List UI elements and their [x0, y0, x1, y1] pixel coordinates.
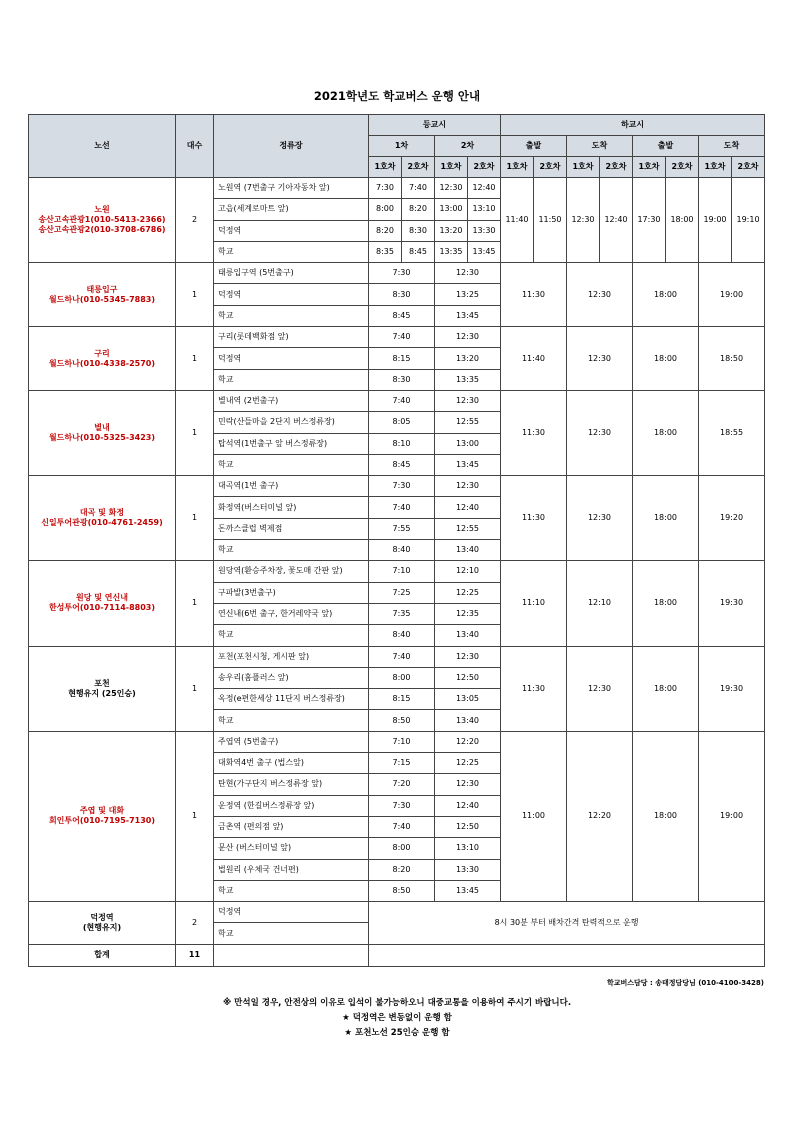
- route-name-line: 태릉입구: [86, 284, 118, 294]
- return-time-cell: 11:30: [501, 390, 567, 475]
- time-cell: 12:30: [435, 327, 501, 348]
- return-time-cell: 19:10: [732, 178, 765, 263]
- stop-name: 학교: [214, 454, 369, 475]
- return-time-cell: 11:30: [501, 646, 567, 731]
- time-cell: 8:20: [369, 859, 435, 880]
- time-cell: 8:45: [369, 305, 435, 326]
- stop-name: 학교: [214, 923, 369, 944]
- time-cell: 12:25: [435, 753, 501, 774]
- route-name-line: 노원: [94, 205, 110, 215]
- route-name-line: 덕정역: [90, 912, 114, 922]
- table-row: [29, 390, 765, 411]
- header-car2: 2호차: [732, 157, 765, 178]
- time-cell: 12:55: [435, 412, 501, 433]
- return-time-cell: 12:30: [567, 476, 633, 561]
- return-time-cell: 11:30: [501, 263, 567, 327]
- return-time-cell: 18:00: [666, 178, 699, 263]
- time-cell: 7:40: [369, 327, 435, 348]
- header-car1: 1호차: [435, 157, 468, 178]
- header-car1: 1호차: [567, 157, 600, 178]
- time-cell: 8:50: [369, 710, 435, 731]
- stop-name: 금촌역 (편의점 앞): [214, 816, 369, 837]
- route-name-line: 구리: [94, 348, 110, 358]
- time-cell: 8:00: [369, 199, 402, 220]
- time-cell: 7:10: [369, 731, 435, 752]
- stop-name: 화정역(버스터미널 앞): [214, 497, 369, 518]
- time-cell: 12:30: [435, 476, 501, 497]
- return-time-cell: 19:30: [699, 561, 765, 646]
- time-cell: 8:30: [402, 220, 435, 241]
- time-cell: 13:45: [435, 880, 501, 901]
- return-time-cell: 12:30: [567, 178, 600, 263]
- stop-name: 학교: [214, 625, 369, 646]
- header-from-school: 하교시: [501, 115, 765, 136]
- stop-name: 덕정역: [214, 220, 369, 241]
- empty-cell: [214, 944, 369, 966]
- return-time-cell: 11:00: [501, 731, 567, 901]
- return-time-cell: 12:40: [600, 178, 633, 263]
- time-cell: 7:30: [369, 263, 435, 284]
- route-name-line: 별내: [94, 423, 110, 433]
- time-cell: 7:15: [369, 753, 435, 774]
- time-cell: 12:35: [435, 603, 501, 624]
- page-title: 2021학년도 학교버스 운행 안내: [313, 89, 481, 103]
- time-cell: 12:20: [435, 731, 501, 752]
- total-count: 11: [176, 944, 214, 966]
- route-name: [29, 390, 176, 475]
- stop-name: 고읍(세계로마트 앞): [214, 199, 369, 220]
- time-cell: 12:30: [435, 178, 468, 199]
- header-car2: 2호차: [600, 157, 633, 178]
- notes: [0, 996, 794, 1041]
- route-name: [29, 731, 176, 901]
- return-time-cell: 11:40: [501, 327, 567, 391]
- time-cell: 12:30: [435, 390, 501, 411]
- route-name-line: 월드하나(010-5325-3423): [48, 433, 156, 443]
- schedule-body: [29, 178, 765, 967]
- return-time-cell: 18:00: [633, 561, 699, 646]
- table-row: [29, 731, 765, 752]
- stop-name: 대화역4번 출구 (법스앞): [214, 753, 369, 774]
- time-cell: 7:35: [369, 603, 435, 624]
- route-name-line: 월드하나(010-4338-2570): [48, 358, 156, 368]
- time-cell: 8:10: [369, 433, 435, 454]
- header-arrive: 도착: [699, 136, 765, 157]
- header-car2: 2호차: [468, 157, 501, 178]
- note-line: ※ 만석일 경우, 안전상의 이유로 입석이 불가능하오니 대중교통을 이용하여 주시기 바랍니다.: [222, 998, 572, 1008]
- time-cell: 13:45: [435, 305, 501, 326]
- time-cell: 8:30: [369, 369, 435, 390]
- route-name-line: 신일투어관광(010-4761-2459): [41, 518, 163, 528]
- time-cell: 7:30: [369, 178, 402, 199]
- route-name: [29, 561, 176, 646]
- time-cell: 13:45: [468, 241, 501, 262]
- table-row: [29, 561, 765, 582]
- time-cell: 8:40: [369, 625, 435, 646]
- stop-name: 옥정(e편한세상 11단지 버스정류장): [214, 689, 369, 710]
- header-car1: 1호차: [699, 157, 732, 178]
- time-cell: 8:45: [369, 454, 435, 475]
- route-name-line: 대곡 및 화정: [79, 508, 125, 518]
- return-time-cell: 11:50: [534, 178, 567, 263]
- time-cell: 13:00: [435, 199, 468, 220]
- header-car2: 2호차: [666, 157, 699, 178]
- return-time-cell: 19:20: [699, 476, 765, 561]
- stop-name: 학교: [214, 241, 369, 262]
- return-time-cell: 12:30: [567, 390, 633, 475]
- route-name: [29, 327, 176, 391]
- return-time-cell: 17:30: [633, 178, 666, 263]
- header-count: 대수: [176, 115, 214, 178]
- header-car2: 2호차: [534, 157, 567, 178]
- time-cell: 13:35: [435, 241, 468, 262]
- route-name-line: 원당 및 연신내: [76, 593, 128, 603]
- bus-count: 1: [176, 263, 214, 327]
- time-cell: 13:40: [435, 540, 501, 561]
- header-first-trip: 1차: [369, 136, 435, 157]
- time-cell: 13:30: [468, 220, 501, 241]
- time-cell: 8:05: [369, 412, 435, 433]
- time-cell: 13:20: [435, 348, 501, 369]
- stop-name: 포천(포천시청, 게시판 앞): [214, 646, 369, 667]
- stop-name: 송우리(홈플러스 앞): [214, 667, 369, 688]
- stop-name: 별내역 (2번출구): [214, 390, 369, 411]
- bus-count: 1: [176, 476, 214, 561]
- time-cell: 13:25: [435, 284, 501, 305]
- route-name-line: 송산고속관광1(010-5413-2366): [38, 215, 166, 225]
- return-time-cell: 18:00: [633, 263, 699, 327]
- time-cell: 12:40: [435, 795, 501, 816]
- time-cell: 8:15: [369, 348, 435, 369]
- route-name-line: 현행유지 (25인승): [68, 688, 136, 698]
- time-cell: 7:30: [369, 795, 435, 816]
- time-cell: 13:10: [468, 199, 501, 220]
- time-cell: 8:45: [402, 241, 435, 262]
- stop-name: 학교: [214, 540, 369, 561]
- route-name-line: 송산고속관광2(010-3708-6786): [38, 225, 166, 235]
- route-name-line: 한성투어(010-7114-8803): [48, 603, 156, 613]
- stop-name: 민락(산들마을 2단지 버스정류장): [214, 412, 369, 433]
- time-cell: 12:25: [435, 582, 501, 603]
- time-cell: 8:20: [369, 220, 402, 241]
- time-cell: 7:55: [369, 518, 435, 539]
- return-time-cell: 12:30: [567, 646, 633, 731]
- time-cell: 13:40: [435, 710, 501, 731]
- stop-name: 탑석역(1번출구 앞 버스정류장): [214, 433, 369, 454]
- return-time-cell: 12:30: [567, 263, 633, 327]
- stop-name: 탄현(가구단지 버스정류장 앞): [214, 774, 369, 795]
- time-cell: 12:30: [435, 263, 501, 284]
- stop-name: 태릉입구역 (5번출구): [214, 263, 369, 284]
- route-name-line: 회인투어(010-7195-7130): [48, 816, 156, 826]
- stop-name: 학교: [214, 710, 369, 731]
- time-cell: 8:15: [369, 689, 435, 710]
- stop-name: 노원역 (7번출구 기아자동차 앞): [214, 178, 369, 199]
- route-name: [29, 476, 176, 561]
- time-cell: 8:40: [369, 540, 435, 561]
- return-time-cell: 12:30: [567, 327, 633, 391]
- stop-name: 문산 (버스터미널 앞): [214, 838, 369, 859]
- stop-name: 법원리 (우체국 건너편): [214, 859, 369, 880]
- total-row: [29, 944, 765, 966]
- stop-name: 구리(롯데백화점 앞): [214, 327, 369, 348]
- return-time-cell: 19:00: [699, 178, 732, 263]
- header-arrive: 도착: [567, 136, 633, 157]
- note-line: ★ 덕정역은 변동없이 운행 함: [342, 1013, 452, 1023]
- header-depart: 출발: [501, 136, 567, 157]
- time-cell: 12:40: [435, 497, 501, 518]
- return-time-cell: 18:00: [633, 731, 699, 901]
- stop-name: 학교: [214, 880, 369, 901]
- stop-name: 주엽역 (5번출구): [214, 731, 369, 752]
- table-row: [29, 902, 765, 923]
- return-time-cell: 11:10: [501, 561, 567, 646]
- header-depart: 출발: [633, 136, 699, 157]
- header-route: 노선: [29, 115, 176, 178]
- time-cell: 7:40: [369, 816, 435, 837]
- total-label: 합계: [29, 944, 176, 966]
- time-cell: 13:10: [435, 838, 501, 859]
- return-time-cell: 18:55: [699, 390, 765, 475]
- stop-name: 덕정역: [214, 902, 369, 923]
- bus-count: 1: [176, 646, 214, 731]
- time-cell: 7:10: [369, 561, 435, 582]
- stop-name: 원당역(환승주차장, 꽃도매 간판 앞): [214, 561, 369, 582]
- time-cell: 7:25: [369, 582, 435, 603]
- time-cell: 8:50: [369, 880, 435, 901]
- header-stop: 정류장: [214, 115, 369, 178]
- time-cell: 12:55: [435, 518, 501, 539]
- time-cell: 13:30: [435, 859, 501, 880]
- stop-name: 덕정역: [214, 284, 369, 305]
- route-name-line: 주엽 및 대화: [79, 806, 125, 816]
- table-row: [29, 327, 765, 348]
- route-name: [29, 902, 176, 945]
- time-cell: 13:35: [435, 369, 501, 390]
- bus-schedule-table: [28, 114, 765, 967]
- time-cell: 7:20: [369, 774, 435, 795]
- table-row: [29, 178, 765, 199]
- stop-name: 구파발(3번출구): [214, 582, 369, 603]
- route-name-line: 월드하나(010-5345-7883): [48, 294, 156, 304]
- return-time-cell: 12:20: [567, 731, 633, 901]
- time-cell: 7:40: [402, 178, 435, 199]
- return-time-cell: 18:00: [633, 476, 699, 561]
- time-cell: 12:30: [435, 646, 501, 667]
- time-cell: 7:30: [369, 476, 435, 497]
- route-name-line: 포천: [94, 678, 110, 688]
- return-time-cell: 18:50: [699, 327, 765, 391]
- time-cell: 12:50: [435, 667, 501, 688]
- time-cell: 12:10: [435, 561, 501, 582]
- time-cell: 7:40: [369, 390, 435, 411]
- return-time-cell: 12:10: [567, 561, 633, 646]
- time-cell: 7:40: [369, 646, 435, 667]
- return-time-cell: 18:00: [633, 390, 699, 475]
- return-time-cell: 19:00: [699, 263, 765, 327]
- header-car2: 2호차: [402, 157, 435, 178]
- stop-name: 돈까스클럽 벽제점: [214, 518, 369, 539]
- contact-info: 학교버스담당 : 송태정담당님 (010-4100-3428): [606, 979, 764, 987]
- time-cell: 13:05: [435, 689, 501, 710]
- route-name: [29, 646, 176, 731]
- return-time-cell: 18:00: [633, 646, 699, 731]
- time-cell: 8:30: [369, 284, 435, 305]
- bus-count: 2: [176, 178, 214, 263]
- note-line: ★ 포천노선 25인승 운행 함: [344, 1028, 450, 1038]
- bus-count: 1: [176, 561, 214, 646]
- route-name: [29, 263, 176, 327]
- stop-name: 학교: [214, 369, 369, 390]
- time-cell: 13:40: [435, 625, 501, 646]
- time-cell: 8:35: [369, 241, 402, 262]
- return-time-cell: 19:30: [699, 646, 765, 731]
- stop-name: 학교: [214, 305, 369, 326]
- route-name: [29, 178, 176, 263]
- stop-name: 대곡역(1번 출구): [214, 476, 369, 497]
- time-cell: 13:00: [435, 433, 501, 454]
- return-time-cell: 19:00: [699, 731, 765, 901]
- stop-name: 연신내(6번 출구, 한거레약국 앞): [214, 603, 369, 624]
- header-car1: 1호차: [501, 157, 534, 178]
- time-cell: 13:20: [435, 220, 468, 241]
- bus-count: 1: [176, 731, 214, 901]
- bus-count: 2: [176, 902, 214, 945]
- time-cell: 12:30: [435, 774, 501, 795]
- table-row: [29, 646, 765, 667]
- time-cell: 12:50: [435, 816, 501, 837]
- empty-cell: [369, 944, 765, 966]
- time-cell: 13:45: [435, 454, 501, 475]
- return-time-cell: 18:00: [633, 327, 699, 391]
- time-cell: 8:00: [369, 667, 435, 688]
- header-second-trip: 2차: [435, 136, 501, 157]
- time-cell: 12:40: [468, 178, 501, 199]
- route-note: 8시 30분 부터 배차간격 탄력적으로 운행: [369, 902, 765, 945]
- bus-count: 1: [176, 327, 214, 391]
- header-to-school: 등교시: [369, 115, 501, 136]
- bus-count: 1: [176, 390, 214, 475]
- header-car1: 1호차: [633, 157, 666, 178]
- return-time-cell: 11:40: [501, 178, 534, 263]
- stop-name: 덕정역: [214, 348, 369, 369]
- table-row: [29, 263, 765, 284]
- time-cell: 7:40: [369, 497, 435, 518]
- time-cell: 8:20: [402, 199, 435, 220]
- route-name-line: (현행유지): [82, 922, 122, 932]
- table-row: [29, 476, 765, 497]
- return-time-cell: 11:30: [501, 476, 567, 561]
- header-car1: 1호차: [369, 157, 402, 178]
- time-cell: 8:00: [369, 838, 435, 859]
- stop-name: 운정역 (한길버스정류장 앞): [214, 795, 369, 816]
